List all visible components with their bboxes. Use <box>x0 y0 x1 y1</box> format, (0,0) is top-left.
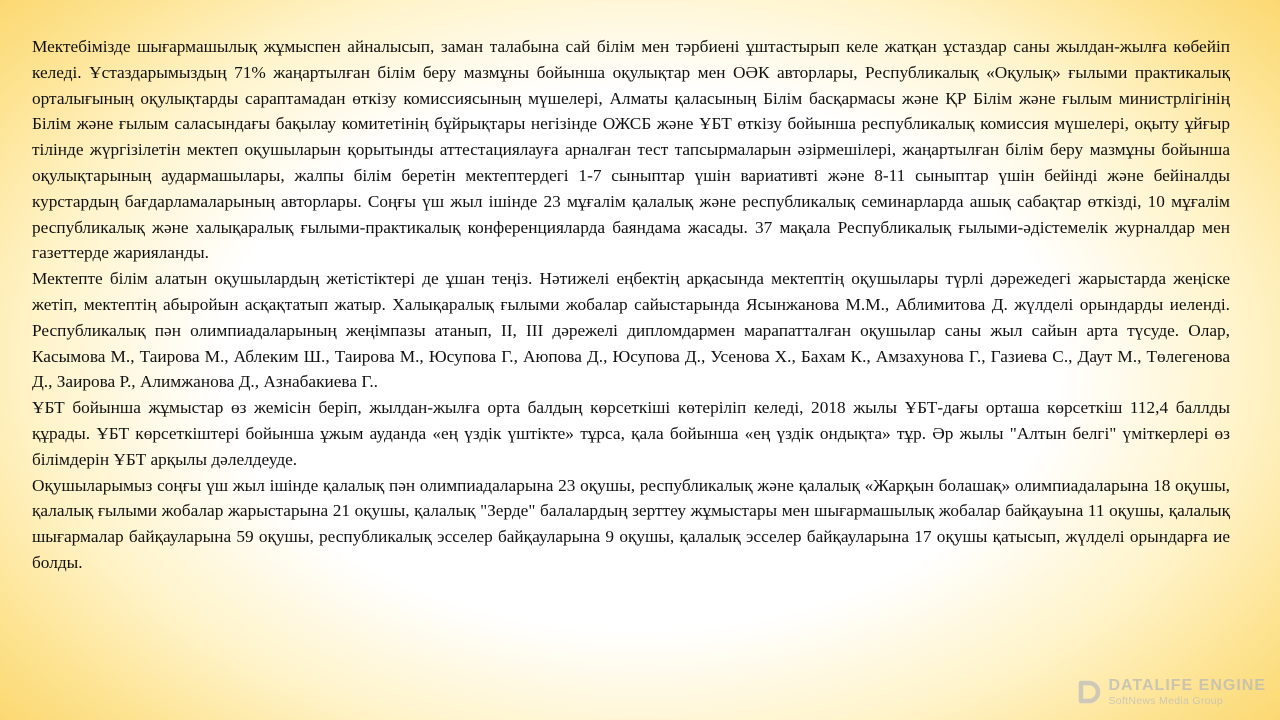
paragraph-olympiads: Оқушыларымыз соңғы үш жыл ішінде қалалық пән олимпиадаларына 23 оқушы, республикалық және қалалық «Жарқын болашақ» олимпиадаларына 18 оқушы, қалалық ғылыми жобалар жарыстарына 21 оқушы, қалалық "Зерде" балалардың зерттеу жұмыстары мен шығармашылық жобалар байқауына 11 оқушы, қалалық шығармалар байқауларына 59 оқушы, республикалық эсселер байқауларына 9 оқушы, қалалық эсселер байқауларына 17 оқушы қатысып, жүлделі орындарға ие болды. <box>32 475 1230 572</box>
watermark-title: DATALIFE ENGINE <box>1108 676 1266 694</box>
datalife-logo-icon <box>1076 679 1102 705</box>
paragraph-teachers: Мектебімізде шығармашылық жұмыспен айналысып, заман талабына сай білім мен тәрбиені ұштастырып келе жатқан ұстаздар саны жылдан-жылға көбейіп келеді. Ұстаздарымыздың 71% жаңартылған білім беру мазмұны бойынша оқулықтар мен ОӘК авторлары, Республикалық «Оқулық» ғылыми практикалық орталығының оқулықтарды сараптамадан өткізу комиссиясының мүшелері, Алматы қаласының Білім басқармасы және ҚР Білім және ғылым министрлігінің Білім және ғылым саласындағы бақылау комитетінің бұйрықтары негізінде ОЖСБ және ҰБТ өткізу бойынша республикалық комиссия мүшелері, оқыту ұйғыр тілінде жүргізілетін мектеп оқушыларын қорытынды аттестациялауға арналған тест тапсырмаларын әзірмешілері, жаңартылған білім беру мазмұны бойынша оқулықтарының аудармашылары, жалпы білім беретін мектептердегі 1-7 сыныптар үшін вариативті және 8-11 сыныптар үшін бейінді және бейіналды курстардың бағдарламаларының авторлары. Соңғы үш жыл ішінде 23 мұғалім қалалық және республикалық семинарларда ашық сабақтар өткізді, 10 мұғалім республикалық және халықаралық ғылыми-практикалық конференцияларда баяндама жасады. 37 мақала Республикалық ғылыми-әдістемелік журналдар мен газеттерде жарияланды. <box>32 37 1230 263</box>
document-text <box>32 34 1230 576</box>
paragraph-ubt-results: ҰБТ бойынша жұмыстар өз жемісін беріп, жылдан-жылға орта балдың көрсеткіші көтеріліп келеді, 2018 жылы ҰБТ-дағы орташа көрсеткіш 112,4 баллды құрады. ҰБТ көрсеткіштері бойынша ұжым ауданда «ең үздік үштікте» тұрса, қала бойынша «ең үздік ондықта» тұр. Әр жылы "Алтын белгі" үміткерлері өз білімдерін ҰБТ арқылы дәлелдеуде. <box>32 398 1230 469</box>
watermark-subtitle: SoftNews Media Group <box>1108 694 1224 707</box>
watermark <box>1076 678 1266 707</box>
watermark-text <box>1108 678 1266 707</box>
paragraph-student-achievements: Мектепте білім алатын оқушылардың жетістіктері де ұшан теңіз. Нәтижелі еңбектің арқасында мектептің оқушылары түрлі дәрежедегі жарыстарда жеңіске жетіп, мектептің абыройын асқақтатып жатыр. Халықаралық ғылыми жобалар сайыстарында Ясынжанова М.М., Аблимитова Д. жүлделі орындарды иеленді. Республикалық пән олимпиадаларының жеңімпазы атанып, ІІ, ІІІ дәрежелі дипломдармен марапатталған оқушылар саны жыл сайын арта түсуде. Олар, Касымова М., Таирова М., Аблеким Ш., Таирова М., Юсупова Г., Аюпова Д., Юсупова Д., Усенова Х., Бахам К., Амзахунова Г., Газиева С., Даут М., Төлегенова Д., Заирова Р., Алимжанова Д., Азнабакиева Г.. <box>32 269 1230 392</box>
